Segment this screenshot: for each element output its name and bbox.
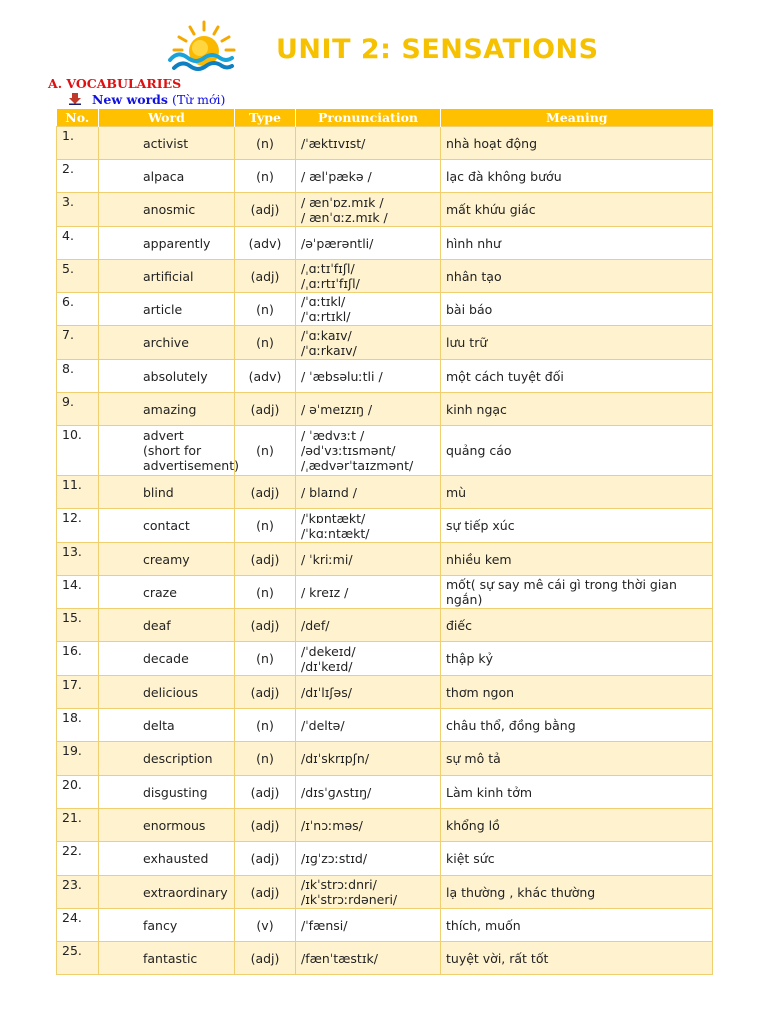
entry-pronunciation: /ˌɑːtɪˈfɪʃl/ /ˌɑːrtɪˈfɪʃl/: [296, 260, 441, 293]
entry-word: alpaca: [99, 160, 235, 193]
entry-word: contact: [99, 509, 235, 543]
entry-pronunciation: /ˈæktɪvɪst/: [296, 127, 441, 160]
entry-pronunciation: /əˈpærəntli/: [296, 227, 441, 260]
entry-type: (n): [235, 127, 296, 160]
table-row: [57, 293, 713, 326]
entry-number: 7.: [57, 326, 99, 360]
entry-word: anosmic: [99, 193, 235, 227]
table-row: [57, 160, 713, 193]
column-header-no: No.: [57, 109, 99, 127]
entry-meaning: mốt( sự say mê cái gì trong thời gian ngắn): [441, 576, 713, 609]
entry-type: (adj): [235, 809, 296, 842]
entry-word: absolutely: [99, 360, 235, 393]
entry-number: 21.: [57, 809, 99, 842]
entry-word: article: [99, 293, 235, 326]
entry-type: (adj): [235, 676, 296, 709]
table-row: [57, 193, 713, 227]
entry-type: (n): [235, 509, 296, 543]
entry-word: advert (short for advertisement): [99, 426, 235, 476]
entry-meaning: điếc: [441, 609, 713, 642]
entry-number: 16.: [57, 642, 99, 676]
entry-word: extraordinary: [99, 876, 235, 909]
entry-type: (n): [235, 576, 296, 609]
entry-pronunciation: / əˈmeɪzɪŋ /: [296, 393, 441, 426]
entry-meaning: lạc đà không bướu: [441, 160, 713, 193]
entry-type: (adj): [235, 476, 296, 509]
entry-type: (adj): [235, 260, 296, 293]
entry-number: 24.: [57, 909, 99, 942]
sun-waves-logo: [164, 18, 238, 78]
entry-word: disgusting: [99, 776, 235, 809]
entry-number: 11.: [57, 476, 99, 509]
entry-meaning: nhân tạo: [441, 260, 713, 293]
entry-number: 8.: [57, 360, 99, 393]
table-row: [57, 509, 713, 543]
entry-number: 17.: [57, 676, 99, 709]
entry-pronunciation: /fænˈtæstɪk/: [296, 942, 441, 975]
entry-pronunciation: /ɪkˈstrɔːdnri/ /ɪkˈstrɔːrdəneri/: [296, 876, 441, 909]
entry-number: 5.: [57, 260, 99, 293]
table-row: [57, 227, 713, 260]
entry-number: 18.: [57, 709, 99, 742]
entry-pronunciation: /ˈɑːkaɪv/ /ˈɑːrkaɪv/: [296, 326, 441, 360]
entry-pronunciation: /def/: [296, 609, 441, 642]
subsection-heading: [68, 92, 225, 107]
entry-type: (n): [235, 426, 296, 476]
table-row: [57, 426, 713, 476]
entry-meaning: Làm kinh tởm: [441, 776, 713, 809]
section-heading: A. VOCABULARIES: [48, 76, 182, 91]
entry-meaning: mất khứu giác: [441, 193, 713, 227]
entry-number: 14.: [57, 576, 99, 609]
entry-number: 2.: [57, 160, 99, 193]
entry-number: 15.: [57, 609, 99, 642]
table-row: [57, 676, 713, 709]
entry-type: (n): [235, 326, 296, 360]
entry-type: (n): [235, 160, 296, 193]
entry-word: enormous: [99, 809, 235, 842]
entry-word: creamy: [99, 543, 235, 576]
entry-type: (adj): [235, 543, 296, 576]
table-row: [57, 709, 713, 742]
entry-word: archive: [99, 326, 235, 360]
entry-meaning: một cách tuyệt đối: [441, 360, 713, 393]
entry-type: (adv): [235, 360, 296, 393]
entry-meaning: tuyệt vời, rất tốt: [441, 942, 713, 975]
entry-word: artificial: [99, 260, 235, 293]
entry-meaning: thập kỷ: [441, 642, 713, 676]
entry-word: craze: [99, 576, 235, 609]
table-row: [57, 876, 713, 909]
entry-number: 20.: [57, 776, 99, 809]
table-row: [57, 360, 713, 393]
entry-type: (adj): [235, 842, 296, 876]
table-row: [57, 576, 713, 609]
entry-number: 9.: [57, 393, 99, 426]
entry-meaning: kinh ngạc: [441, 393, 713, 426]
entry-number: 12.: [57, 509, 99, 543]
table-row: [57, 909, 713, 942]
entry-meaning: lạ thường , khác thường: [441, 876, 713, 909]
entry-number: 23.: [57, 876, 99, 909]
table-row: [57, 127, 713, 160]
table-row: [57, 842, 713, 876]
entry-meaning: nhà hoạt động: [441, 127, 713, 160]
subsection-label-vi: (Từ mới): [171, 92, 226, 107]
entry-number: 3.: [57, 193, 99, 227]
entry-pronunciation: / ˈædvɜːt / /ədˈvɜːtɪsmənt/ /ˌædvərˈtaɪzmənt/: [296, 426, 441, 476]
entry-meaning: sự tiếp xúc: [441, 509, 713, 543]
entry-word: delicious: [99, 676, 235, 709]
entry-type: (n): [235, 293, 296, 326]
table-row: [57, 326, 713, 360]
entry-type: (adj): [235, 876, 296, 909]
table-row: [57, 942, 713, 975]
entry-meaning: quảng cáo: [441, 426, 713, 476]
entry-type: (adj): [235, 609, 296, 642]
entry-pronunciation: /ˈdeltə/: [296, 709, 441, 742]
entry-pronunciation: /ˈdekeɪd/ /dɪˈkeɪd/: [296, 642, 441, 676]
entry-number: 13.: [57, 543, 99, 576]
entry-pronunciation: / ˈæbsəluːtli /: [296, 360, 441, 393]
entry-word: apparently: [99, 227, 235, 260]
page-title: UNIT 2: SENSATIONS: [276, 34, 599, 65]
column-header-word: Word: [99, 109, 235, 127]
entry-number: 22.: [57, 842, 99, 876]
entry-meaning: lưu trữ: [441, 326, 713, 360]
entry-word: fancy: [99, 909, 235, 942]
table-row: [57, 393, 713, 426]
entry-type: (adj): [235, 776, 296, 809]
table-row: [57, 809, 713, 842]
entry-pronunciation: / ˈkriːmi/: [296, 543, 441, 576]
entry-number: 6.: [57, 293, 99, 326]
entry-type: (adj): [235, 393, 296, 426]
entry-pronunciation: / kreɪz /: [296, 576, 441, 609]
entry-pronunciation: /dɪˈskrɪpʃn/: [296, 742, 441, 776]
entry-word: activist: [99, 127, 235, 160]
table-row: [57, 742, 713, 776]
subsection-label-en: New words: [92, 92, 168, 107]
entry-number: 19.: [57, 742, 99, 776]
entry-pronunciation: /dɪˈlɪʃəs/: [296, 676, 441, 709]
column-header-meaning: Meaning: [441, 109, 713, 127]
entry-meaning: kiệt sức: [441, 842, 713, 876]
column-header-pronunciation: Pronunciation: [296, 109, 441, 127]
table-header-row: [57, 109, 713, 127]
entry-pronunciation: /dɪsˈɡʌstɪŋ/: [296, 776, 441, 809]
entry-pronunciation: / ænˈɒz.mɪk / / ænˈɑːz.mɪk /: [296, 193, 441, 227]
entry-meaning: thơm ngon: [441, 676, 713, 709]
vocabulary-table: [56, 109, 713, 975]
entry-type: (n): [235, 709, 296, 742]
table-row: [57, 543, 713, 576]
entry-pronunciation: / ælˈpækə /: [296, 160, 441, 193]
table-row: [57, 476, 713, 509]
entry-word: blind: [99, 476, 235, 509]
table-row: [57, 260, 713, 293]
arrow-bullet-icon: [68, 93, 82, 105]
entry-type: (n): [235, 742, 296, 776]
entry-number: 10.: [57, 426, 99, 476]
entry-word: description: [99, 742, 235, 776]
entry-pronunciation: /ɪɡˈzɔːstɪd/: [296, 842, 441, 876]
entry-meaning: châu thổ, đồng bằng: [441, 709, 713, 742]
entry-pronunciation: /ˈkɒntækt/ /ˈkɑːntækt/: [296, 509, 441, 543]
entry-word: fantastic: [99, 942, 235, 975]
entry-meaning: khổng lồ: [441, 809, 713, 842]
table-row: [57, 642, 713, 676]
entry-pronunciation: /ˈɑːtɪkl/ /ˈɑːrtɪkl/: [296, 293, 441, 326]
entry-word: amazing: [99, 393, 235, 426]
entry-meaning: hình như: [441, 227, 713, 260]
entry-pronunciation: /ˈfænsi/: [296, 909, 441, 942]
entry-pronunciation: /ɪˈnɔːməs/: [296, 809, 441, 842]
entry-type: (n): [235, 642, 296, 676]
entry-word: exhausted: [99, 842, 235, 876]
entry-number: 1.: [57, 127, 99, 160]
entry-type: (adj): [235, 942, 296, 975]
entry-type: (adj): [235, 193, 296, 227]
table-row: [57, 609, 713, 642]
entry-type: (adv): [235, 227, 296, 260]
entry-word: decade: [99, 642, 235, 676]
entry-type: (v): [235, 909, 296, 942]
entry-meaning: mù: [441, 476, 713, 509]
entry-meaning: sự mô tả: [441, 742, 713, 776]
entry-meaning: nhiều kem: [441, 543, 713, 576]
entry-meaning: thích, muốn: [441, 909, 713, 942]
entry-pronunciation: / blaɪnd /: [296, 476, 441, 509]
entry-word: delta: [99, 709, 235, 742]
table-row: [57, 776, 713, 809]
entry-word: deaf: [99, 609, 235, 642]
entry-number: 4.: [57, 227, 99, 260]
entry-number: 25.: [57, 942, 99, 975]
column-header-type: Type: [235, 109, 296, 127]
entry-meaning: bài báo: [441, 293, 713, 326]
